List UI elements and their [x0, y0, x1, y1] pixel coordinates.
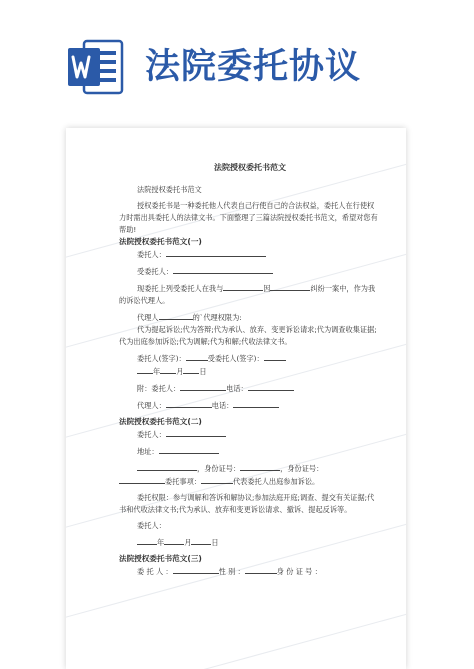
line-client-4: 委 托 人 ： 性 别 ： 身 份 证 号 ：	[137, 567, 322, 576]
line-address: 地址：	[119, 445, 381, 458]
section-heading-3: 法院授权委托书范文(三)	[119, 554, 202, 563]
authority-scope-2: 委托权限：参与调解和答诉和解协议;参加法庭开庭;调查、提交有关证据;代书和代收法律文书;代为承认、放弃和变更诉讼请求、撤诉、提起反诉等。	[119, 493, 375, 514]
page-title: 法院委托协议	[145, 47, 362, 87]
document-title: 法院授权委托书范文	[214, 163, 286, 172]
line-authority: 代理人 的`代理权限为:	[137, 313, 242, 322]
line-contact-client: 附：委托人： 电话：	[119, 382, 381, 395]
document-content	[119, 162, 381, 578]
page-header	[0, 0, 474, 120]
line-contact-agent: 代理人： 电话：	[119, 399, 381, 412]
intro-paragraph: 授权委托书是一种委托他人代表自己行使自己的合法权益，委托人在行使权力时需出具委托人的法律文书。下面整理了三篇法院授权委托书范文，希望对您有帮助!	[119, 201, 378, 234]
section-heading-1: 法院授权委托书范文(一)	[119, 237, 202, 246]
word-document-icon	[66, 38, 124, 96]
document-page	[66, 128, 406, 669]
line-id-numbers: ，身份证号： ，身份证号：	[119, 462, 381, 475]
line-client-3: 委托人：	[137, 521, 166, 530]
line-date-1: 年 月 日	[119, 365, 381, 378]
line-client-2: 委托人：	[119, 428, 381, 441]
section-heading-2: 法院授权委托书范文(二)	[119, 417, 202, 426]
authority-scope: 代为提起诉讼;代为答辩;代为承认、放弃、变更诉讼请求;代为调查收集证据;代为出庭参加诉讼;代为调解;代为和解;代收法律文书。	[119, 325, 377, 346]
line-signatures: 委托人(签字)： 受委托人(签字)：	[119, 352, 381, 365]
subtitle: 法院授权委托书范文	[137, 185, 202, 194]
line-agent: 受委托人：	[119, 265, 381, 278]
line-client: 委托人：	[119, 248, 381, 261]
line-matters: 委托事项： 代表委托人出庭参加诉讼。	[119, 475, 381, 488]
line-case: 现委托上列受委托人在我与 因 纠纷一案中，作为我的诉讼代理人。	[119, 284, 376, 305]
line-date-2: 年 月 日	[119, 536, 381, 549]
